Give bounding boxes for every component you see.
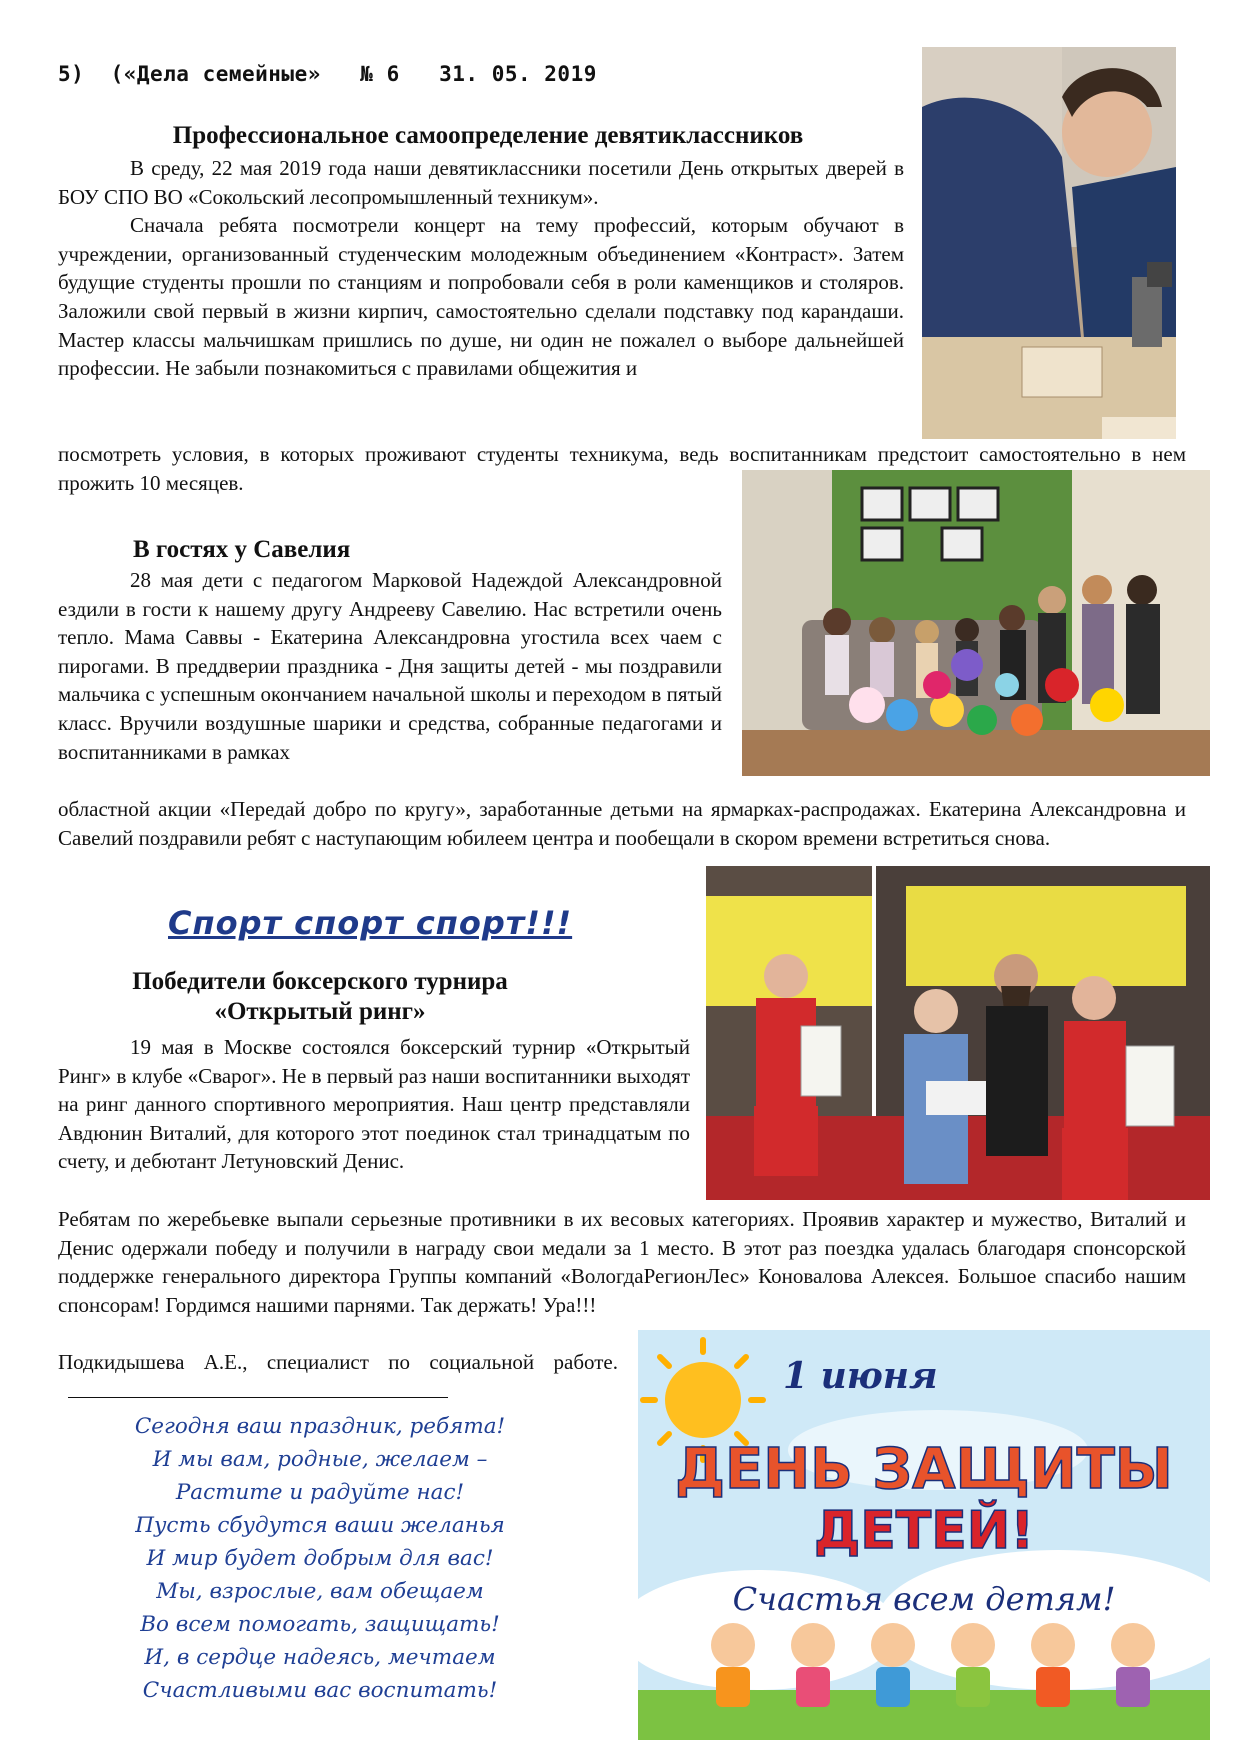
signature-line: [68, 1379, 448, 1398]
poster-line1: ДЕНЬ ЗАЩИТЫ: [675, 1437, 1173, 1502]
article-body: [58, 154, 904, 383]
paragraph: 19 мая в Москве состоялся боксерский турнир «Открытый Ринг» в клубе «Сварог». Не в первый раз наши воспитанники выходят на ринг данного спортивного мероприятия. Наш центр представляли Авдюнин Виталий, для которого этот поединок стал тринадцатым по счету, и дебютант Летуновский Денис.: [58, 1035, 690, 1174]
childrens-day-poster: [638, 1330, 1210, 1740]
photo-workshop: [922, 47, 1176, 439]
poem-line: Во всем помогать, защищать!: [140, 1612, 500, 1637]
article-title: Профессиональное самоопределение девятиклассников: [172, 122, 804, 149]
poem-line: И мы вам, родные, желаем –: [152, 1447, 488, 1472]
photo-boxing: [706, 866, 1210, 1200]
poem-line: Растите и радуйте нас!: [175, 1480, 465, 1505]
poem-line: Сегодня ваш праздник, ребята!: [134, 1414, 506, 1439]
photo-visit: [742, 470, 1210, 776]
signature: [58, 1348, 618, 1405]
poem-line: Мы, взрослые, вам обещаем: [156, 1579, 484, 1604]
poem-line: Счастливыми вас воспитать!: [142, 1678, 498, 1703]
paragraph: посмотреть условия, в которых проживают студенты техникума, ведь воспитанникам предстоит самостоятельно в нем прожить 10 месяцев.: [58, 442, 1186, 495]
paragraph: В среду, 22 мая 2019 года наши девятиклассники посетили День открытых дверей в БОУ СПО ВО «Сокольский лесопромышленный техникум».: [58, 156, 904, 209]
poster-line2: ДЕТЕЙ!: [813, 1501, 1035, 1561]
article-title: В гостях у Савелия: [133, 536, 351, 563]
article-body: [58, 566, 722, 766]
paragraph: Ребятам по жеребьевке выпали серьезные противники в их весовых категориях. Проявив характер и мужество, Виталий и Денис одержали победу и получили в награду свои медали за 1 место. В этот раз поездка удалась благодаря спонсорской поддержке генерального директора Группы компаний «ВологдаРегионЛес» Коновалова Алексея. Большое спасибо нашим спонсорам! Гордимся нашими парнями. Так держать! Ура!!!: [58, 1207, 1186, 1317]
article-title-line2: «Открытый ринг»: [214, 998, 426, 1025]
poem: [110, 1410, 530, 1707]
signature-text: Подкидышева А.Е., специалист по социальной работе.: [58, 1350, 618, 1374]
paragraph: 28 мая дети с педагогом Марковой Надеждой Александровной ездили в гости к нашему другу Андрееву Савелию. Нас встретили очень тепло. Мама Саввы - Екатерина Александровна угостила всех чаем с пирогами. В преддверии праздника - Дня защиты детей - мы поздравили мальчика с успешным окончанием начальной школы и переходом в пятый класс. Вручили воздушные шарики и средства, собранные педагогами и воспитанниками в рамках: [58, 568, 722, 764]
article-title: Победители боксерского турнира: [132, 968, 508, 995]
poem-line: И, в сердце надеясь, мечтаем: [144, 1645, 496, 1670]
paragraph: Сначала ребята посмотрели концерт на тему профессий, которым обучают в учреждении, организованный студенческим молодежным объединением «Контраст». Затем будущие студенты прошли по станциям и попробовали себя в роли каменщиков и столяров. Заложили свой первый в жизни кирпич, самостоятельно сделали подставку под карандаши. Мастер классы мальчишкам пришлись по душе, ни один не пожалел о выборе дальнейшей профессии. Не забыли познакомиться с правилами общежития и: [58, 213, 904, 381]
article-body-continued: [58, 795, 1186, 852]
article-body: [58, 1033, 690, 1176]
sport-heading: Спорт спорт спорт!!!: [168, 904, 573, 942]
poster-slogan: Счастья всем детям!: [732, 1580, 1116, 1618]
poem-line: И мир будет добрым для вас!: [146, 1546, 494, 1571]
poem-line: Пусть сбудутся ваши желанья: [135, 1513, 505, 1538]
paragraph: областной акции «Передай добро по кругу», заработанные детьми на ярмарках-распродажах. Екатерина Александровна и Савелий поздравили ребят с наступающим юбилеем центра и пообещали в скором времени встретиться снова.: [58, 797, 1186, 850]
article-body-continued: [58, 1205, 1186, 1319]
poster-date: 1 июня: [783, 1355, 938, 1397]
issue-header: 5) («Дела семейные» № 6 31. 05. 2019: [58, 62, 597, 86]
